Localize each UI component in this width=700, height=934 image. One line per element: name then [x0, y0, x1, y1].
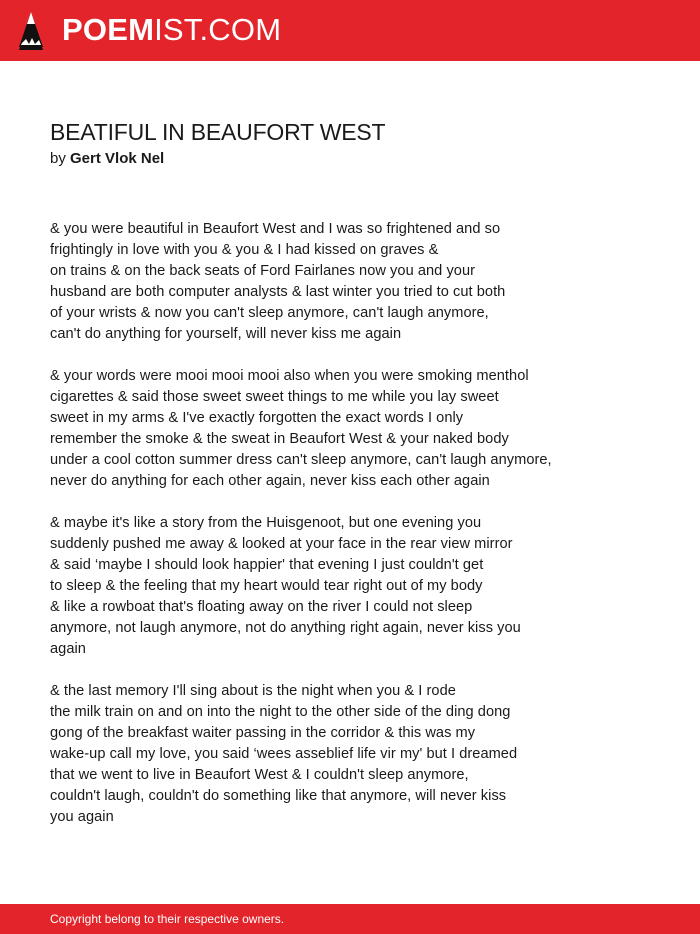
poem-line: can't do anything for yourself, will never kiss me again — [50, 326, 402, 342]
poem-line: & you were beautiful in Beaufort West and I was so frightened and so — [50, 221, 501, 237]
poem-line: again — [50, 641, 86, 657]
poem-line: husband are both computer analysts & last winter you tried to cut both — [50, 284, 506, 300]
poem-title: BEATIFUL IN BEAUFORT WEST — [50, 119, 386, 145]
poem-line: wake-up call my love, you said ‘wees asseblief life vir my' but I dreamed — [50, 746, 518, 762]
poem-line: & your words were mooi mooi mooi also when you were smoking menthol — [50, 368, 529, 384]
poem-line: & said ‘maybe I should look happier' that evening I just couldn't get — [50, 557, 484, 573]
poem-line: remember the smoke & the sweat in Beaufort West & your naked body — [50, 431, 509, 447]
site-logo[interactable] — [62, 10, 281, 50]
poem-line: frightingly in love with you & you & I had kissed on graves & — [50, 242, 439, 258]
poem-line: & maybe it's like a story from the Huisgenoot, but one evening you — [50, 515, 482, 531]
by-label: by — [50, 150, 66, 167]
poem-line: the milk train on and on into the night to the other side of the ding dong — [50, 704, 511, 720]
poem-body — [50, 219, 670, 849]
site-footer — [0, 904, 700, 934]
stanza — [50, 513, 670, 660]
poem-line: that we went to live in Beaufort West & I couldn't sleep anymore, — [50, 767, 469, 783]
poem-line: & the last memory I'll sing about is the night when you & I rode — [50, 683, 456, 699]
copyright-text: Copyright belong to their respective owners. — [50, 912, 285, 926]
poem-line: on trains & on the back seats of Ford Fairlanes now you and your — [50, 263, 476, 279]
poem-line: & like a rowboat that's floating away on the river I could not sleep — [50, 599, 473, 615]
poem-line: of your wrists & now you can't sleep anymore, can't laugh anymore, — [50, 305, 489, 321]
pencil-icon — [18, 11, 44, 51]
poem-line: under a cool cotton summer dress can't sleep anymore, can't laugh anymore, — [50, 452, 552, 468]
stanza — [50, 681, 670, 828]
byline — [50, 149, 164, 169]
site-header — [0, 0, 700, 61]
author-name: Gert Vlok Nel — [70, 150, 165, 167]
poem-line: to sleep & the feeling that my heart would tear right out of my body — [50, 578, 483, 594]
stanza — [50, 366, 670, 492]
poem-line: cigarettes & said those sweet sweet things to me while you lay sweet — [50, 389, 499, 405]
poem-line: you again — [50, 809, 114, 825]
poem-line: gong of the breakfast waiter passing in the corridor & this was my — [50, 725, 476, 741]
poem-line: suddenly pushed me away & looked at your face in the rear view mirror — [50, 536, 513, 552]
logo-bold-text: POEM — [62, 12, 155, 47]
poem-line: anymore, not laugh anymore, not do anything right again, never kiss you — [50, 620, 521, 636]
logo-light-text: IST.COM — [154, 12, 282, 47]
poem-line: couldn't laugh, couldn't do something like that anymore, will never kiss — [50, 788, 507, 804]
stanza — [50, 219, 670, 345]
poem-line: sweet in my arms & I've exactly forgotten the exact words I only — [50, 410, 464, 426]
poem-line: never do anything for each other again, never kiss each other again — [50, 473, 490, 489]
